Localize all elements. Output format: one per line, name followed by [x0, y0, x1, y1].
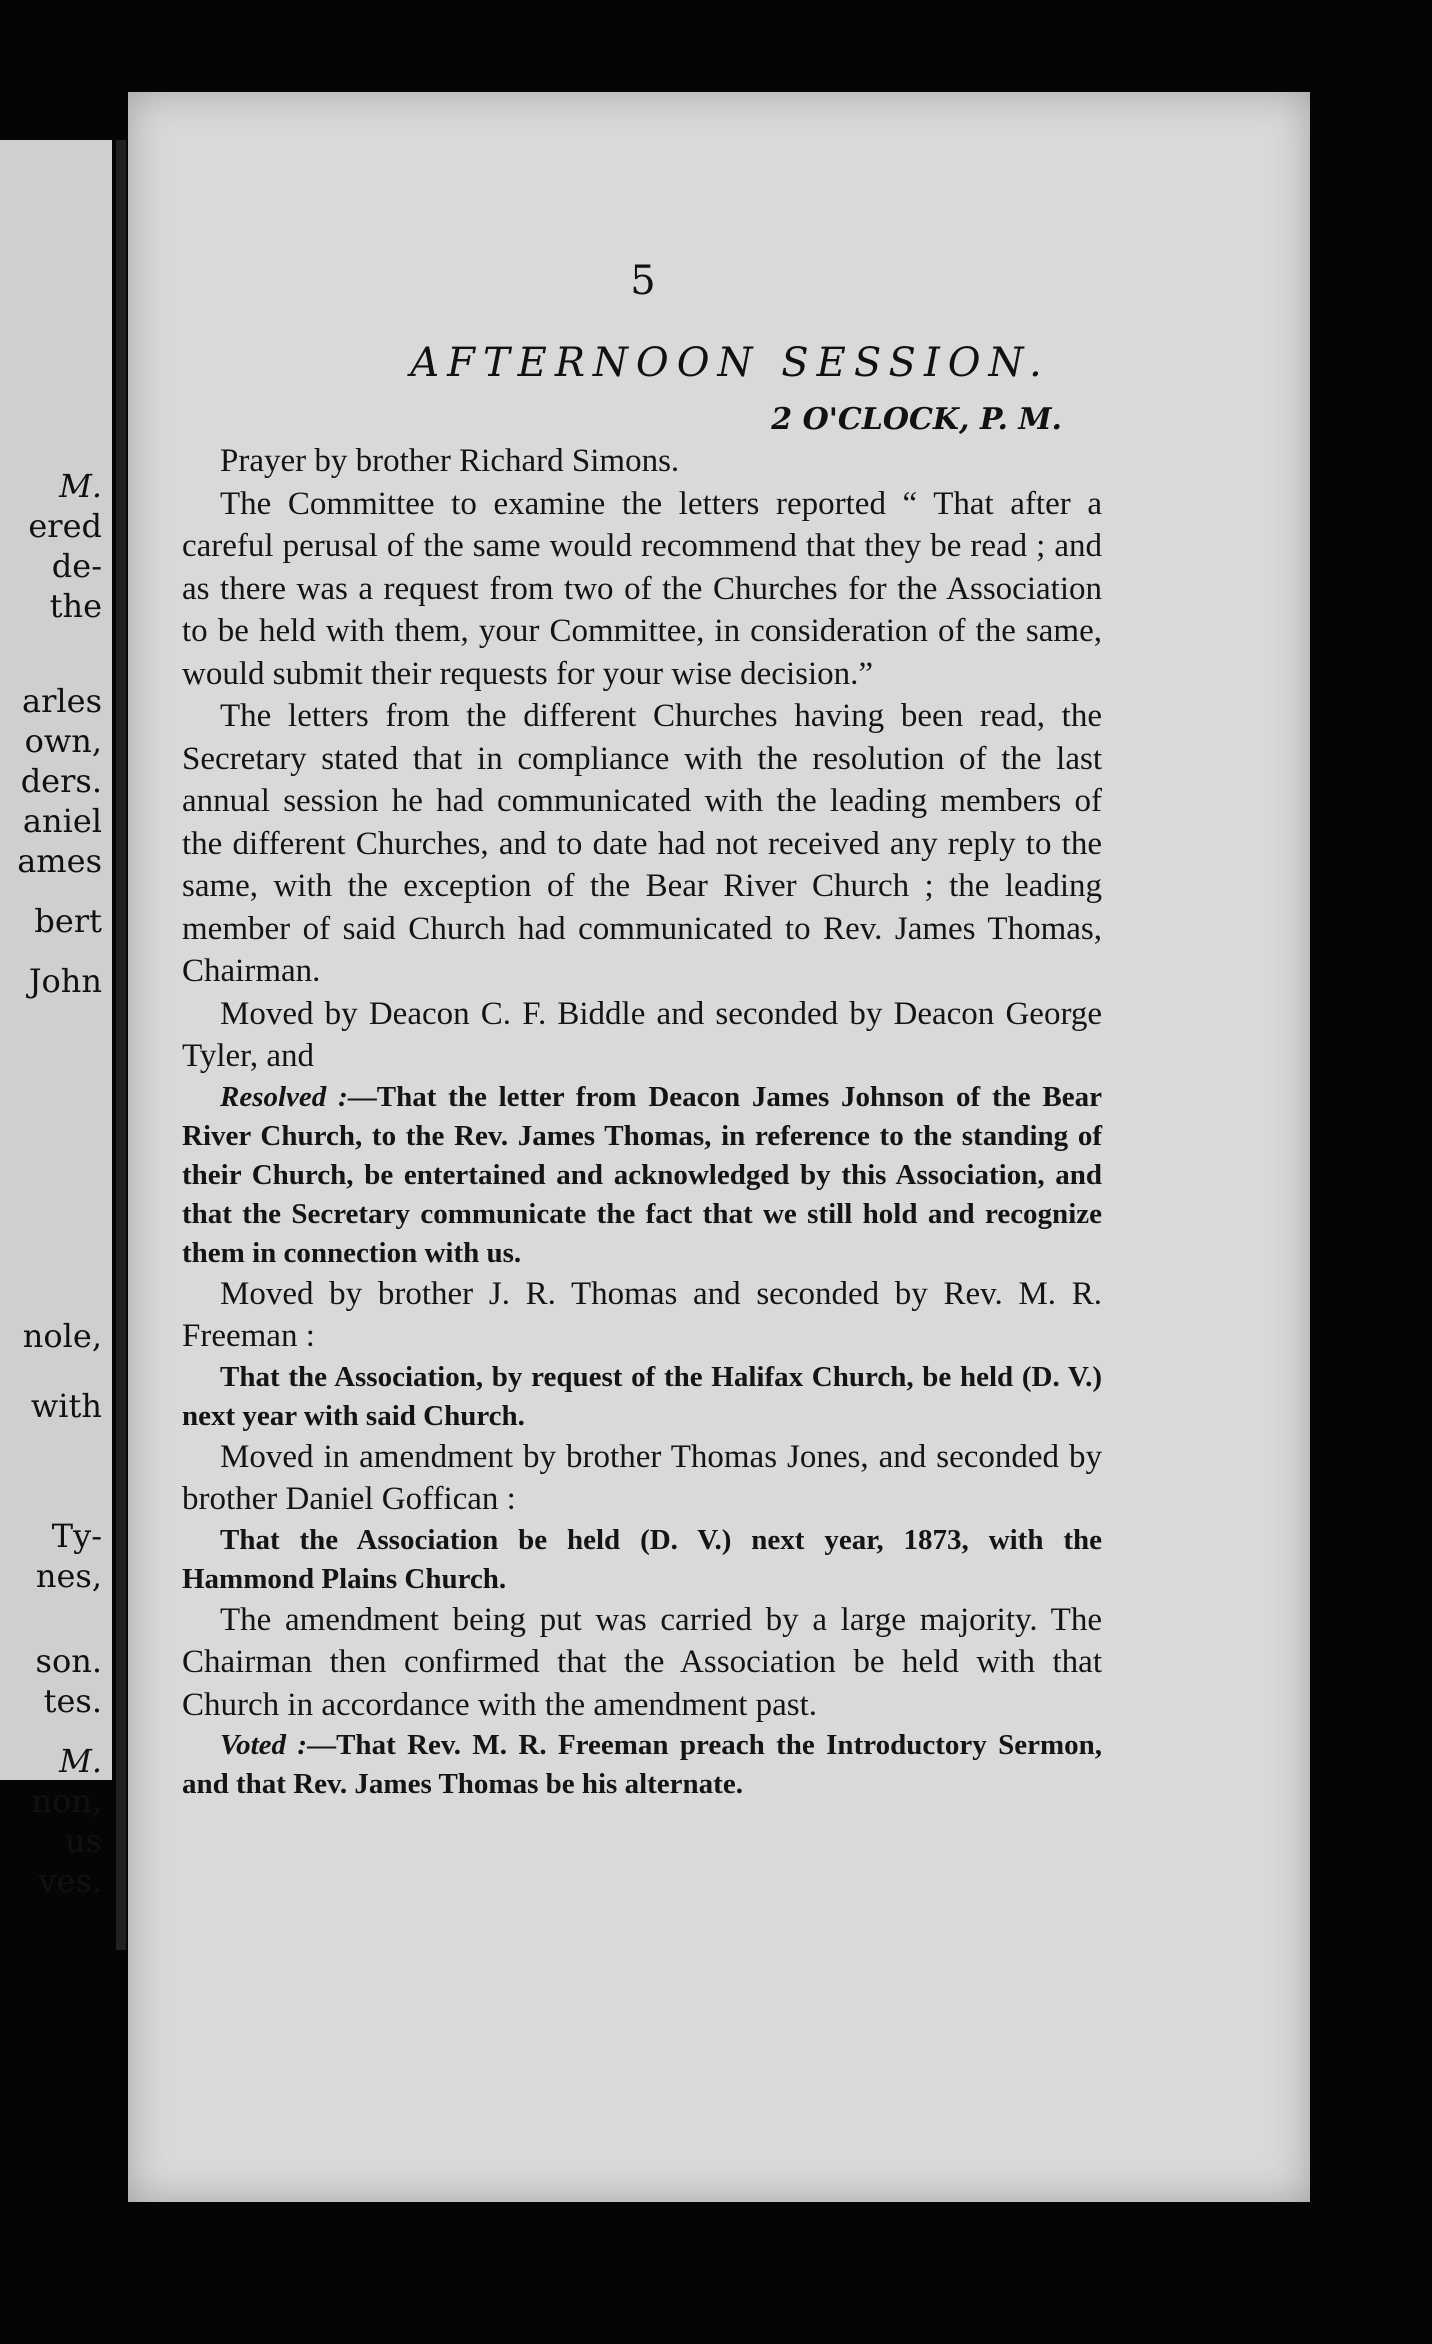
- facing-page-fragment: Ty-: [51, 1517, 102, 1555]
- paragraph: The Committee to examine the letters reported “ That after a careful perusal of the same would recommend that they be read ; and as there was a request from two of the Churches for the Association to be held with them, your Committee, in consideration of the same, would submit their requests for your wise decision.”: [182, 485, 1102, 692]
- resolution-lead: Resolved :: [220, 1080, 348, 1113]
- facing-page-fragment: the: [49, 587, 102, 625]
- facing-page-fragment: non,: [31, 1782, 102, 1820]
- facing-page-fragment: nole,: [22, 1317, 102, 1355]
- paragraph: The amendment being put was carried by a large majority. The Chairman then confirmed that the Association be held with that Church in accordance with the amendment past.: [182, 1601, 1102, 1723]
- facing-page-fragment: tes.: [43, 1682, 102, 1720]
- session-time: 2 O'CLOCK, P. M.: [771, 402, 1062, 437]
- vote-paragraph: [182, 1726, 1102, 1804]
- page-number: 5: [630, 258, 656, 304]
- vote-lead: Voted :: [220, 1729, 308, 1761]
- paragraph: Moved by brother J. R. Thomas and seconded by Rev. M. R. Freeman :: [182, 1275, 1102, 1354]
- paragraph: Prayer by brother Richard Simons.: [220, 443, 680, 479]
- facing-page-fragment: arles: [22, 682, 102, 720]
- facing-page-fragment: son.: [35, 1642, 102, 1680]
- facing-page-fragment: John: [28, 962, 102, 1000]
- facing-page-fragment: ders.: [20, 762, 102, 800]
- facing-page-fragment: with: [30, 1387, 102, 1425]
- vote-text: —That Rev. M. R. Freeman preach the Introductory Sermon, and that Rev. James Thomas be his alternate.: [182, 1729, 1102, 1800]
- facing-page-fragment: own,: [24, 722, 102, 760]
- motion-paragraph: That the Association be held (D. V.) next year, 1873, with the Hammond Plains Church.: [182, 1523, 1102, 1595]
- facing-page-fragment: nes,: [35, 1557, 102, 1595]
- facing-page-edge: [0, 140, 112, 1900]
- resolution-text: —That the letter from Deacon James Johnson of the Bear River Church, to the Rev. James Thomas, in reference to the standing of their Church, be entertained and acknowledged by this Association, and that the Secretary communicate the fact that we still hold and recognize them in connection with us.: [182, 1080, 1102, 1269]
- facing-page-fragment: M.: [59, 1742, 102, 1780]
- facing-page-fragment: aniel: [22, 802, 102, 840]
- facing-page-fragment: us: [64, 1822, 102, 1860]
- facing-page-fragment: ered: [28, 507, 102, 545]
- section-heading: AFTERNOON SESSION.: [410, 340, 1050, 386]
- book-spine: [116, 140, 126, 1950]
- facing-page-fragment: bert: [34, 902, 102, 940]
- facing-page-fragment: ves.: [38, 1862, 102, 1900]
- facing-page-fragment: M.: [59, 467, 102, 505]
- facing-page-fragment: ames: [17, 842, 102, 880]
- page-body: [182, 440, 1102, 1804]
- paragraph: Moved in amendment by brother Thomas Jones, and seconded by brother Daniel Goffican :: [182, 1438, 1102, 1517]
- resolution-paragraph: [182, 1078, 1102, 1273]
- paragraph: The letters from the different Churches having been read, the Secretary stated that in compliance with the resolution of the last annual session he had communicated with the leading members of the different Churches, and to date had not received any reply to the same, with the exception of the Bear River Church ; the leading member of said Church had communicated to Rev. James Thomas, Chairman.: [182, 698, 1102, 989]
- motion-paragraph: That the Association, by request of the Halifax Church, be held (D. V.) next year with said Church.: [182, 1360, 1102, 1432]
- facing-page-fragment: de-: [51, 547, 102, 585]
- paragraph: Moved by Deacon C. F. Biddle and seconded by Deacon George Tyler, and: [182, 995, 1102, 1074]
